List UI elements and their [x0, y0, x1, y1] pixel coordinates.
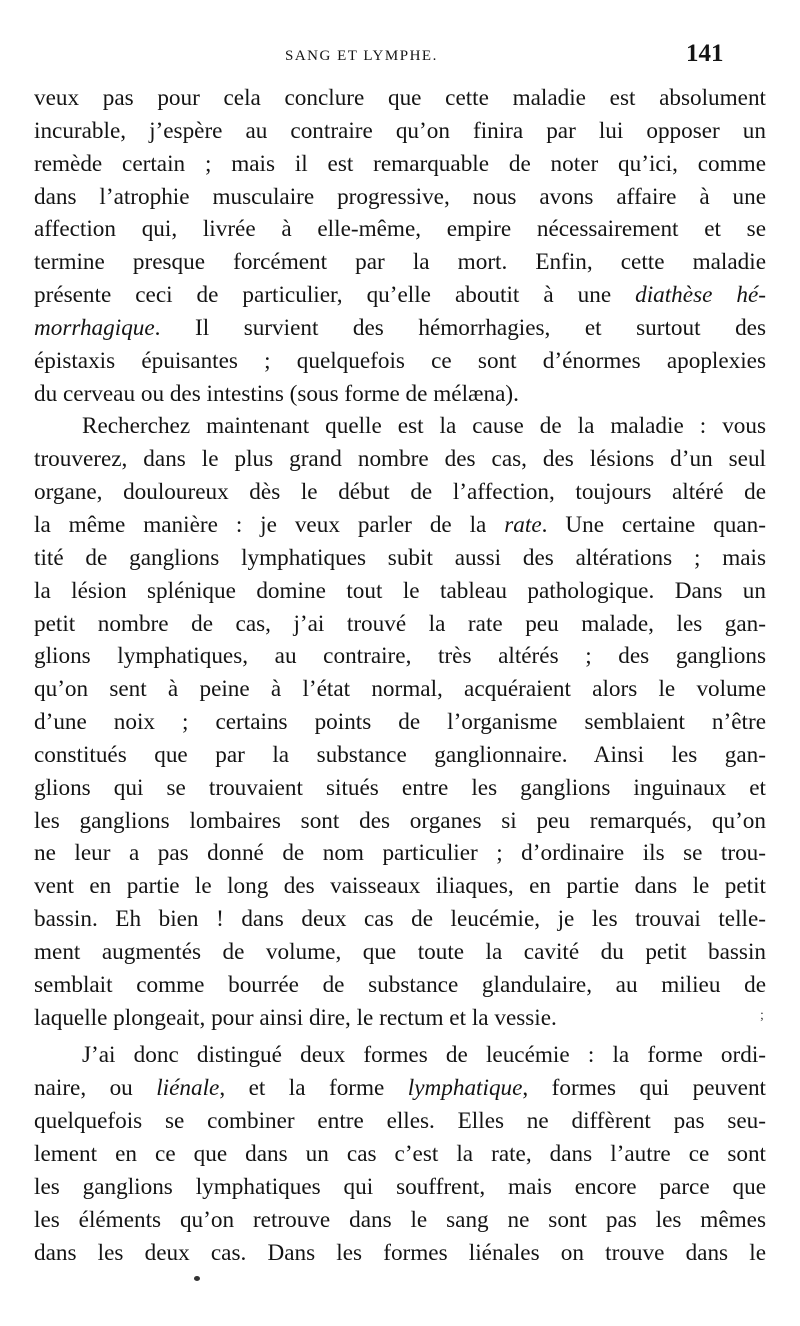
text-line: présente ceci de particulier, qu’elle aboutit à une diathèse hé- [34, 282, 766, 309]
text-line: la même manière : je veux parler de la rate. Une certaine quan- [34, 511, 766, 538]
paragraph [34, 410, 766, 1034]
text-line: glions lymphatiques, au contraire, très altérés ; des ganglions [34, 643, 766, 670]
text-line: les éléments qu’on retrouve dans le sang ne sont pas les mêmes [34, 1206, 766, 1233]
text-line: lement en ce que dans un cas c’est la rate, dans l’autre ce sont [34, 1141, 766, 1167]
text-line: d’une noix ; certains points de l’organisme semblaient n’être [34, 709, 766, 736]
text-line: trouverez, dans le plus grand nombre des cas, des lésions d’un seul [34, 446, 766, 473]
text-line: les ganglions lymphatiques qui souffrent, mais encore parce que [34, 1173, 766, 1200]
text-line: quelquefois se combiner entre elles. Elles ne diffèrent pas seu- [34, 1108, 766, 1135]
text-line: organe, douloureux dès le début de l’affection, toujours altéré de [34, 479, 766, 506]
text-line: incurable, j’espère au contraire qu’on finira par lui opposer un [34, 117, 766, 144]
text-line: petit nombre de cas, j’ai trouvé la rate peu malade, les gan- [34, 610, 766, 637]
text-line: glions qui se trouvaient situés entre les ganglions inguinaux et [34, 774, 766, 801]
text-line: J’ai donc distingué deux formes de leucémie : la forme ordi- [82, 1042, 766, 1069]
text-line: Recherchez maintenant quelle est la cause de la maladie : vous [82, 413, 766, 440]
text-line: naire, ou liénale, et la forme lymphatique, formes qui peuvent [34, 1075, 766, 1102]
text-line: ne leur a pas donné de nom particulier ; d’ordinaire ils se trou- [34, 840, 766, 867]
text-line: qu’on sent à peine à l’état normal, acquéraient alors le volume [34, 676, 766, 703]
running-head: SANG ET LYMPHE. [285, 48, 438, 64]
body-text [34, 82, 766, 1269]
text-line: tité de ganglions lymphatiques subit aussi des altérations ; mais [34, 544, 766, 571]
page-header [0, 40, 800, 76]
text-line: laquelle plongeait, pour ainsi dire, le rectum et la vessie. [34, 1004, 557, 1031]
text-line: ment augmentés de volume, que toute la cavité du petit bassin [34, 938, 766, 965]
page-number: 141 [686, 40, 724, 67]
paragraph [34, 1039, 766, 1269]
text-line: constitués que par la substance ganglionnaire. Ainsi les gan- [34, 741, 766, 768]
text-line: dans l’atrophie musculaire progressive, nous avons affaire à une [34, 183, 766, 210]
paragraph [34, 82, 766, 410]
text-line: épistaxis épuisantes ; quelquefois ce sont d’énormes apoplexies [34, 347, 766, 374]
text-line: les ganglions lombaires sont des organes si peu remarqués, qu’on [34, 807, 766, 834]
text-line: bassin. Eh bien ! dans deux cas de leucémie, je les trouvai telle- [34, 906, 766, 933]
text-line: affection qui, livrée à elle-même, empire nécessairement et se [34, 216, 766, 243]
text-line: veux pas pour cela conclure que cette maladie est absolument [34, 85, 766, 111]
text-line: remède certain ; mais il est remarquable de noter qu’ici, comme [34, 150, 766, 177]
text-line: la lésion splénique domine tout le tableau pathologique. Dans un [34, 577, 766, 604]
print-speck: ; [760, 1008, 764, 1023]
print-dot [194, 1276, 200, 1281]
text-line: semblait comme bourrée de substance glandulaire, au milieu de [34, 971, 766, 998]
text-line: morrhagique. Il survient des hémorrhagies, et surtout des [34, 314, 766, 341]
text-line: dans les deux cas. Dans les formes liénales on trouve dans le [34, 1239, 766, 1266]
text-line: vent en partie le long des vaisseaux iliaques, en partie dans le petit [34, 873, 766, 900]
text-line: termine presque forcément par la mort. Enfin, cette maladie [34, 249, 766, 276]
text-line: du cerveau ou des intestins (sous forme de mélæna). [34, 380, 519, 407]
